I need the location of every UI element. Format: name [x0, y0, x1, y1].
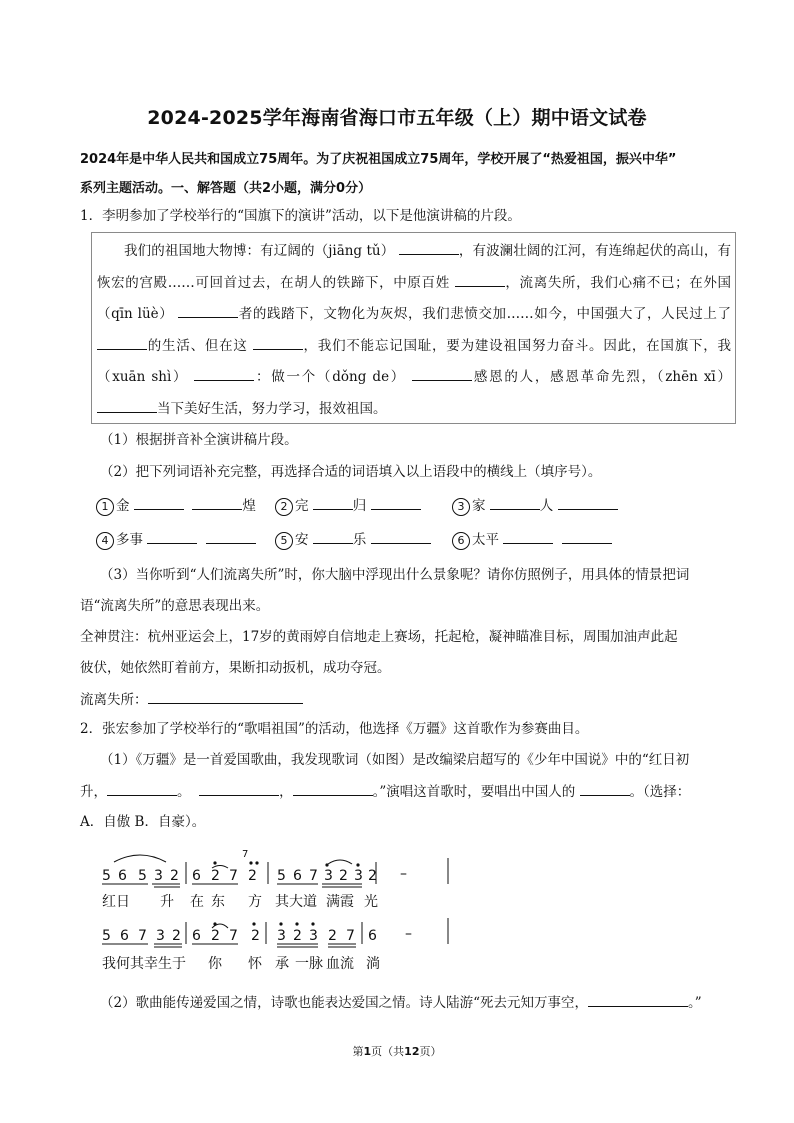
- intro-paragraph: [80, 145, 730, 203]
- question-2-sub-1-line-3: A．自傲 B．自豪）。: [80, 814, 206, 830]
- score-note: 3: [354, 868, 363, 884]
- score-lyric: 你: [208, 956, 222, 972]
- score-lyric: 东: [211, 894, 225, 910]
- score-note: 7: [229, 868, 238, 884]
- word-option-4: 4 多事: [96, 528, 256, 550]
- score-note: 6: [118, 868, 127, 884]
- score-row-1-notes: [102, 849, 407, 884]
- score-lyric: 淌: [366, 956, 380, 972]
- score-lyric: 满霞: [326, 894, 354, 910]
- option-5-blank-b[interactable]: [371, 529, 431, 544]
- blank-jiang-tu[interactable]: [399, 240, 459, 255]
- score-note: 6: [192, 868, 201, 884]
- question-2-sub-1-line-2: 升， 。 ， 。”演唱这首歌时，要唱出中国人的 。（选择：: [80, 781, 690, 802]
- emotion-blank[interactable]: [580, 781, 630, 796]
- score-note: 2: [170, 868, 179, 884]
- option-number-6: 6: [452, 532, 470, 550]
- speech-excerpt-text: 我们的祖国地大物博：有辽阔的（jiāng tǔ） ，有波澜壮阔的江河，有连绵起伏的高山，有恢宏的宫殿……可回首过去，在胡人的铁蹄下，中原百姓 ，流离失所，我们心痛不已；在外国（qīn lüè） 者的践踏下，文物化为灰烬，我们悲愤交加……如今，中国强大了，人民过上了 的生活、但在这 ，我们不能忘记国耻，要为建设祖国努力奋斗。因此，在国旗下，我（xuān shì） ：做一个（dǒng de） 感恩的人，感恩革命先烈，（zhēn xī） 当下美好生活，努力学习，报效祖国。: [97, 236, 731, 426]
- score-lyric: 在: [190, 894, 204, 910]
- option-5-blank-a[interactable]: [313, 529, 353, 544]
- blank-dong-de[interactable]: [412, 366, 472, 381]
- word-option-5: 5 安 乐: [275, 528, 431, 550]
- score-note: 2: [328, 928, 337, 944]
- score-dash: –: [400, 866, 407, 882]
- music-score: [100, 832, 480, 982]
- question-1-sub-3-line-1: （3）当你听到“人们流离失所”时，你大脑中浮现出什么景象呢？请你仿照例子，用具体的情景把词: [100, 567, 690, 583]
- poem-blank-4[interactable]: [588, 992, 688, 1007]
- option-3-blank-b[interactable]: [558, 495, 618, 510]
- example-line-1: 全神贯注：杭州亚运会上，17岁的黄雨婷自信地走上赛场，托起枪，凝神瞄准目标，周围加油声此起: [80, 629, 678, 645]
- blank-zhen-xi[interactable]: [97, 398, 157, 413]
- score-note: 5: [102, 868, 111, 884]
- poem-blank-1[interactable]: [107, 781, 177, 796]
- blank-idiom-1[interactable]: [455, 272, 505, 287]
- score-note: 3: [277, 928, 286, 944]
- score-lyric: 怀: [248, 956, 262, 972]
- score-note: 2: [251, 928, 260, 944]
- score-lyric: 光: [364, 894, 378, 910]
- word-option-1: 1 金 煌: [96, 494, 256, 516]
- option-number-5: 5: [275, 532, 293, 550]
- question-2-sub-2: （2）歌曲能传递爱国之情，诗歌也能表达爱国之情。诗人陆游“死去元知万事空， 。”: [100, 992, 702, 1013]
- question-1-stem: 1．李明参加了学校举行的“国旗下的演讲”活动，以下是他演讲稿的片段。: [80, 208, 521, 224]
- score-note: 3: [309, 928, 318, 944]
- option-number-2: 2: [275, 498, 293, 516]
- poem-blank-3[interactable]: [293, 781, 373, 796]
- score-note: 5: [277, 868, 286, 884]
- word-option-2: 2 完 归: [275, 494, 421, 516]
- option-6-blank-b[interactable]: [562, 529, 612, 544]
- score-note: 2: [339, 868, 348, 884]
- score-note: 2: [172, 928, 181, 944]
- score-lyric: 升: [160, 894, 174, 910]
- score-note: 2: [293, 928, 302, 944]
- score-note: 6: [120, 928, 129, 944]
- score-note: 2: [211, 868, 220, 884]
- option-1-blank-b[interactable]: [192, 495, 242, 510]
- blank-idiom-3[interactable]: [253, 335, 303, 350]
- blank-qin-lue[interactable]: [178, 303, 238, 318]
- question-1-sub-3-line-2: 语“流离失所”的意思表现出来。: [80, 598, 270, 614]
- intro-line-2: 系列主题活动。一、解答题（共2小题，满分0分）: [80, 181, 372, 196]
- option-3-blank-a[interactable]: [490, 495, 540, 510]
- score-note: 5: [102, 928, 111, 944]
- question-1-sub-2: （2）把下列词语补充完整，再选择合适的词语填入以上语段中的横线上（填序号）。: [100, 464, 602, 480]
- score-note: 7: [346, 928, 355, 944]
- option-4-blank-a[interactable]: [147, 529, 197, 544]
- current-page: 1: [363, 1045, 372, 1058]
- intro-line-1: 2024年是中华人民共和国成立75周年。为了庆祝祖国成立75周年，学校开展了“热爱祖国，振兴中华”: [80, 152, 677, 167]
- option-number-1: 1: [96, 498, 114, 516]
- question-2-stem: 2．张宏参加了学校举行的“歌唱祖国”的活动，他选择《万疆》这首歌作为参赛曲目。: [80, 721, 589, 737]
- score-note: 6: [192, 928, 201, 944]
- score-lyric: 一脉: [295, 956, 323, 972]
- question-2-sub-1-line-1: （1）《万疆》是一首爱国歌曲，我发现歌词（如图）是改编梁启超写的《少年中国说》中的“红日初: [100, 752, 690, 768]
- option-number-4: 4: [96, 532, 114, 550]
- answer-blank[interactable]: [148, 689, 303, 704]
- score-note: 3: [154, 868, 163, 884]
- score-note: 3: [156, 928, 165, 944]
- score-note: 3: [324, 868, 333, 884]
- option-2-blank-a[interactable]: [313, 495, 353, 510]
- score-note: 2: [248, 868, 257, 884]
- score-lyric: 红日: [102, 894, 130, 910]
- score-note: 7: [229, 928, 238, 944]
- score-note: 6: [368, 928, 377, 944]
- question-1-sub-1: （1）根据拼音补全演讲稿片段。: [100, 432, 298, 448]
- poem-blank-2[interactable]: [199, 781, 279, 796]
- score-lyric: 我何其幸生于: [102, 956, 186, 972]
- answer-line: 流离失所：: [80, 689, 303, 710]
- blank-idiom-2[interactable]: [97, 335, 147, 350]
- total-pages: 12: [404, 1045, 420, 1058]
- option-4-blank-b[interactable]: [206, 529, 256, 544]
- option-2-blank-b[interactable]: [371, 495, 421, 510]
- score-lyric: 承: [275, 956, 289, 972]
- score-note: 2: [211, 928, 220, 944]
- page-title: 2024-2025学年海南省海口市五年级（上）期中语文试卷: [147, 107, 647, 129]
- score-lyric: 血流: [326, 956, 354, 972]
- score-note: 7: [309, 868, 318, 884]
- score-lyric: 方: [248, 894, 262, 910]
- grace-note: 7: [242, 849, 249, 860]
- blank-xuan-shi[interactable]: [194, 366, 254, 381]
- example-line-2: 彼伏，她依然盯着前方，果断扣动扳机，成功夺冠。: [80, 660, 391, 676]
- word-option-3: 3 家 人: [452, 494, 618, 516]
- page-footer: 第1页（共12页）: [352, 1045, 442, 1058]
- score-lyric: 其大道: [275, 894, 317, 910]
- option-1-blank-a[interactable]: [134, 495, 184, 510]
- score-note: 6: [293, 868, 302, 884]
- score-note: 7: [138, 928, 147, 944]
- word-option-6: 6 太平: [452, 528, 612, 550]
- score-note: 2: [368, 868, 377, 884]
- score-note: 5: [138, 868, 147, 884]
- option-6-blank-a[interactable]: [503, 529, 553, 544]
- score-dash: –: [405, 926, 412, 942]
- option-number-3: 3: [452, 498, 470, 516]
